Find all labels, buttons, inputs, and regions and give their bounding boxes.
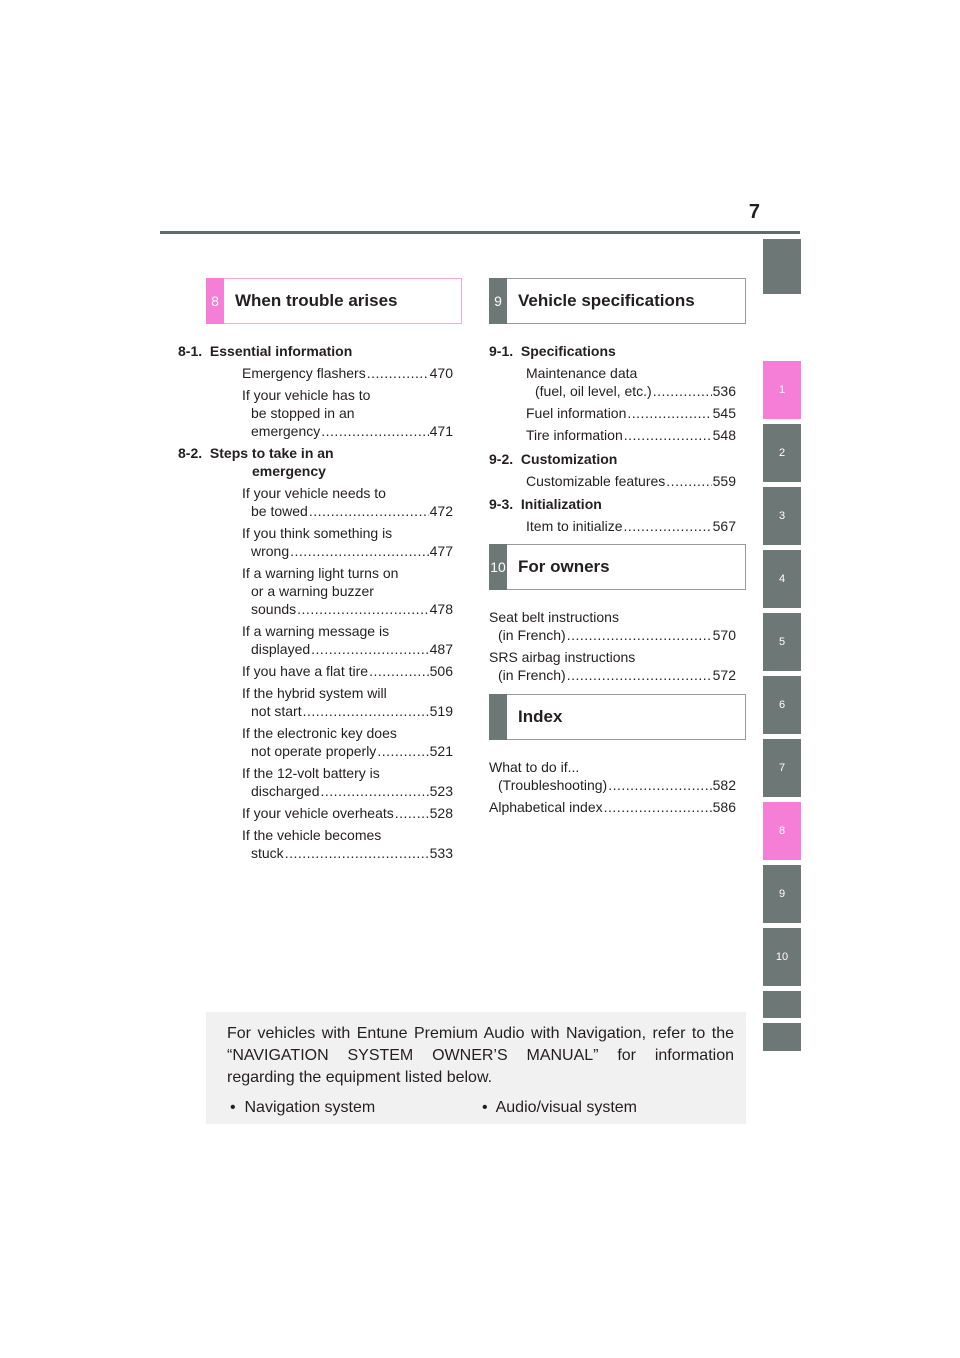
toc-subsection[interactable]: 9-1. Specifications <box>489 343 616 359</box>
section-title: Vehicle specifications <box>518 291 695 310</box>
toc-entry[interactable]: Seat belt instructions (in French) ..... 570 <box>489 608 736 648</box>
chapter-tab-blank[interactable] <box>763 1023 801 1051</box>
toc-entry[interactable]: SRS airbag instructions (in French) ..... 572 <box>489 648 736 688</box>
chapter-tab-5[interactable]: 5 <box>763 613 801 671</box>
toc-entry[interactable]: Emergency flashers ..... 470 <box>242 364 453 386</box>
section-title: Index <box>518 707 563 726</box>
chapter-tab-10[interactable]: 10 <box>763 928 801 986</box>
chapter-tab-1[interactable]: 1 <box>763 361 801 419</box>
toc-entry[interactable]: Customizable features ..... 559 <box>526 472 736 495</box>
bullet-audio-visual-system: • Audio/visual system <box>482 1099 637 1116</box>
chapter-tab-4[interactable]: 4 <box>763 550 801 608</box>
chapter-tab-3[interactable]: 3 <box>763 487 801 545</box>
note-bullets <box>227 1097 734 1119</box>
toc-entry[interactable]: If you think something is wrong ..... 477 <box>242 524 453 564</box>
toc-column-when-trouble-arises <box>178 342 453 866</box>
toc-entry[interactable]: If a warning light turns on or a warning buzzer sounds ..... 478 <box>242 564 453 622</box>
section-number: 10 <box>489 544 507 590</box>
chapter-tab-8[interactable]: 8 <box>763 802 801 860</box>
section-title: When trouble arises <box>235 291 398 310</box>
toc-entry[interactable]: Alphabetical index ..... 586 <box>489 798 736 820</box>
page-number: 7 <box>748 201 760 223</box>
chapter-tab-7[interactable]: 7 <box>763 739 801 797</box>
toc-entry[interactable]: If you have a flat tire ..... 506 <box>242 662 453 684</box>
section-header-vehicle-specifications <box>489 278 746 324</box>
header-rule <box>160 231 800 234</box>
chapter-tab-6[interactable]: 6 <box>763 676 801 734</box>
toc-entry[interactable]: Item to initialize ..... 567 <box>526 517 736 539</box>
chapter-tab-9[interactable]: 9 <box>763 865 801 923</box>
toc-column-index <box>489 758 736 820</box>
toc-entry[interactable]: If your vehicle overheats ..... 528 <box>242 804 453 826</box>
toc-column-for-owners <box>489 608 736 688</box>
section-number: 8 <box>206 278 224 324</box>
toc-column-vehicle-specifications <box>489 342 736 539</box>
toc-entry[interactable]: Maintenance data (fuel, oil level, etc.) ..... 536 <box>526 364 736 404</box>
toc-subsection[interactable]: 8-1. Essential information <box>178 343 353 359</box>
note-text: For vehicles with Entune Premium Audio with Navigation, refer to the “NAVIGATION SYSTEM OWNER’S MANUAL” for information regarding the equipment listed below. <box>227 1025 734 1086</box>
toc-entry[interactable]: If the hybrid system will not start ..... 519 <box>242 684 453 724</box>
chapter-tab-blank[interactable] <box>763 991 801 1018</box>
toc-subsection[interactable]: 9-2. Customization <box>489 451 618 467</box>
section-header-for-owners <box>489 544 746 590</box>
toc-entry[interactable]: If the 12-volt battery is discharged ..... 523 <box>242 764 453 804</box>
chapter-tab-2[interactable]: 2 <box>763 424 801 482</box>
toc-entry[interactable]: If your vehicle has to be stopped in an emergency ..... 471 <box>242 386 453 444</box>
section-title: For owners <box>518 557 610 576</box>
toc-subsection[interactable]: 9-3. Initialization <box>489 496 602 512</box>
section-number <box>489 694 507 740</box>
section-number: 9 <box>489 278 507 324</box>
navigation-note <box>206 1012 746 1124</box>
section-header-when-trouble-arises <box>206 278 462 324</box>
bullet-navigation-system: • Navigation system <box>230 1099 376 1116</box>
toc-entry[interactable]: Fuel information ..... 545 <box>526 404 736 426</box>
section-header-index <box>489 694 746 740</box>
toc-entry[interactable]: What to do if... (Troubleshooting) ..... 582 <box>489 758 736 798</box>
toc-entry[interactable]: If a warning message is displayed ..... 487 <box>242 622 453 662</box>
toc-entry[interactable]: If the vehicle becomes stuck ..... 533 <box>242 826 453 866</box>
toc-entry[interactable]: Tire information ..... 548 <box>526 426 736 450</box>
toc-subsection[interactable]: 8-2. Steps to take in an emergency <box>178 445 334 479</box>
toc-entry[interactable]: If your vehicle needs to be towed ..... 472 <box>242 484 453 524</box>
chapter-tab-blank[interactable] <box>763 239 801 294</box>
toc-entry[interactable]: If the electronic key does not operate properly ..... 521 <box>242 724 453 764</box>
